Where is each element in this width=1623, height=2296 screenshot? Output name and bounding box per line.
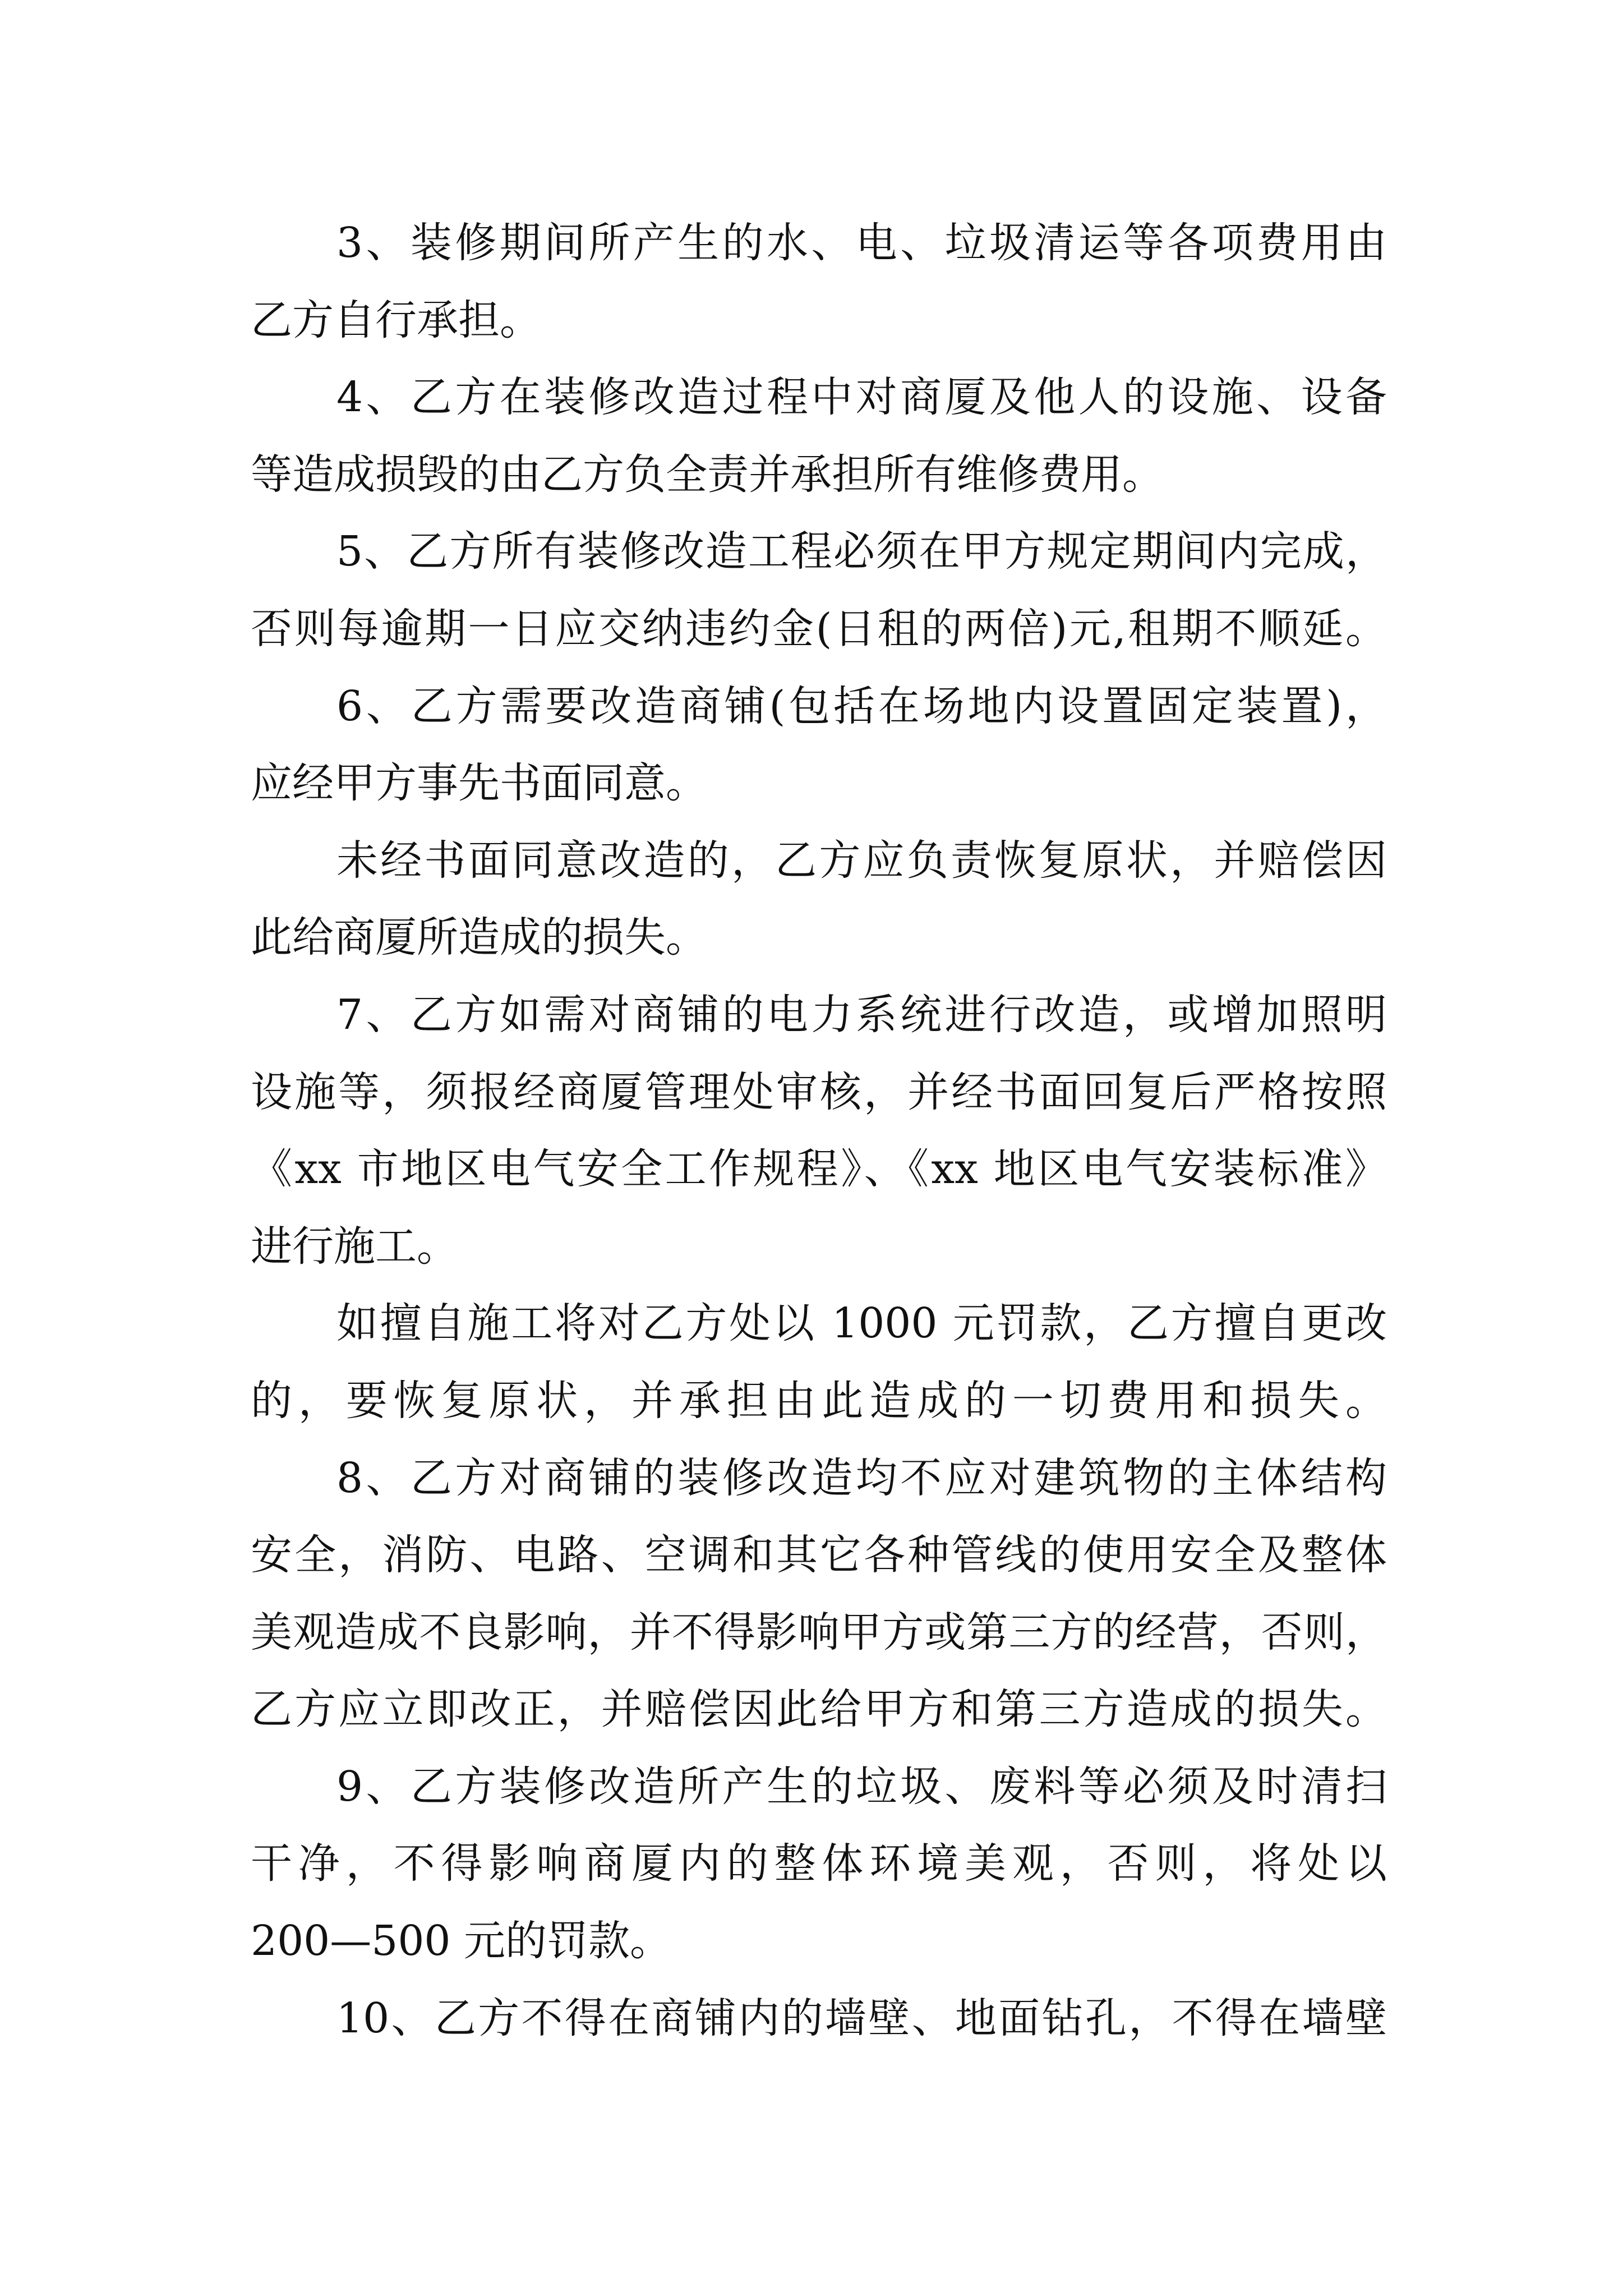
text-line bbox=[251, 1054, 1387, 1131]
document-body bbox=[251, 205, 1387, 2057]
paragraph-clause-4 bbox=[251, 359, 1387, 513]
text-line-content: 8、乙方对商铺的装修改造均不应对建筑物的主体结构 bbox=[336, 1453, 1387, 1502]
paragraph-clause-8 bbox=[251, 1440, 1387, 1749]
text-line bbox=[251, 1131, 1387, 1208]
text-line-content: 9、乙方装修改造所产生的垃圾、废料等必须及时清扫 bbox=[336, 1762, 1387, 1811]
text-line bbox=[251, 359, 1387, 436]
text-line bbox=[251, 1594, 1387, 1672]
text-line bbox=[251, 1440, 1387, 1517]
text-line bbox=[251, 1749, 1387, 1826]
text-line bbox=[251, 1208, 1387, 1286]
text-line bbox=[251, 1285, 1387, 1363]
paragraph-clause-3 bbox=[251, 205, 1387, 359]
text-line bbox=[251, 899, 1387, 977]
text-line-content: 的，要恢复原状，并承担由此造成的一切费用和损失。 bbox=[251, 1376, 1387, 1425]
text-line bbox=[251, 1363, 1387, 1440]
text-line bbox=[251, 513, 1387, 591]
text-line bbox=[251, 1903, 1387, 1980]
text-line bbox=[251, 822, 1387, 900]
text-line-content: 应经甲方事先书面同意。 bbox=[251, 759, 707, 808]
text-line-content: 否则每逾期一日应交纳违约金(日租的两倍)元,租期不顺延。 bbox=[251, 604, 1387, 653]
text-line-content: 6、乙方需要改造商铺(包括在场地内设置固定装置)， bbox=[336, 682, 1387, 730]
text-line-content: 《xx 市地区电气安全工作规程》、《xx 地区电气安装标准》 bbox=[251, 1145, 1387, 1194]
text-line bbox=[251, 668, 1387, 746]
text-line bbox=[251, 436, 1387, 514]
text-line bbox=[251, 282, 1387, 360]
text-line-content: 200—500 元的罚款。 bbox=[251, 1917, 672, 1966]
text-line-content: 美观造成不良影响，并不得影响甲方或第三方的经营，否则， bbox=[251, 1608, 1387, 1657]
text-line-content: 未经书面同意改造的，乙方应负责恢复原状，并赔偿因 bbox=[336, 836, 1387, 885]
paragraph-clause-6-note bbox=[251, 822, 1387, 977]
text-line-content: 7、乙方如需对商铺的电力系统进行改造，或增加照明 bbox=[336, 990, 1387, 1039]
text-line-content: 4、乙方在装修改造过程中对商厦及他人的设施、设备 bbox=[336, 373, 1387, 422]
text-line-content: 等造成损毁的由乙方负全责并承担所有维修费用。 bbox=[251, 450, 1164, 499]
paragraph-clause-10 bbox=[251, 1980, 1387, 2058]
text-line bbox=[251, 1825, 1387, 1903]
text-line-content: 设施等，须报经商厦管理处审核，并经书面回复后严格按照 bbox=[251, 1068, 1387, 1116]
text-line-content: 进行施工。 bbox=[251, 1222, 458, 1271]
text-line bbox=[251, 591, 1387, 668]
paragraph-clause-7 bbox=[251, 977, 1387, 1285]
paragraph-clause-9 bbox=[251, 1749, 1387, 1980]
text-line-content: 3、装修期间所产生的水、电、垃圾清运等各项费用由 bbox=[336, 219, 1387, 267]
text-line bbox=[251, 977, 1387, 1054]
text-line bbox=[251, 1671, 1387, 1749]
text-line-content: 乙方自行承担。 bbox=[251, 296, 541, 344]
text-line bbox=[251, 745, 1387, 822]
text-line bbox=[251, 1517, 1387, 1594]
text-line bbox=[251, 1980, 1387, 2058]
text-line bbox=[251, 205, 1387, 282]
paragraph-clause-5 bbox=[251, 513, 1387, 668]
text-line-content: 如擅自施工将对乙方处以 1000 元罚款，乙方擅自更改 bbox=[336, 1299, 1387, 1348]
text-line-content: 此给商厦所造成的损失。 bbox=[251, 913, 707, 962]
text-line-content: 乙方应立即改正，并赔偿因此给甲方和第三方造成的损失。 bbox=[251, 1685, 1387, 1734]
text-line-content: 干净，不得影响商厦内的整体环境美观，否则，将处以 bbox=[251, 1839, 1387, 1888]
text-line-content: 安全，消防、电路、空调和其它各种管线的使用安全及整体 bbox=[251, 1531, 1387, 1580]
paragraph-clause-7-note bbox=[251, 1285, 1387, 1439]
text-line-content: 5、乙方所有装修改造工程必须在甲方规定期间内完成， bbox=[336, 527, 1387, 576]
paragraph-clause-6 bbox=[251, 668, 1387, 822]
text-line-content: 10、乙方不得在商铺内的墙壁、地面钻孔，不得在墙壁 bbox=[336, 1994, 1387, 2042]
